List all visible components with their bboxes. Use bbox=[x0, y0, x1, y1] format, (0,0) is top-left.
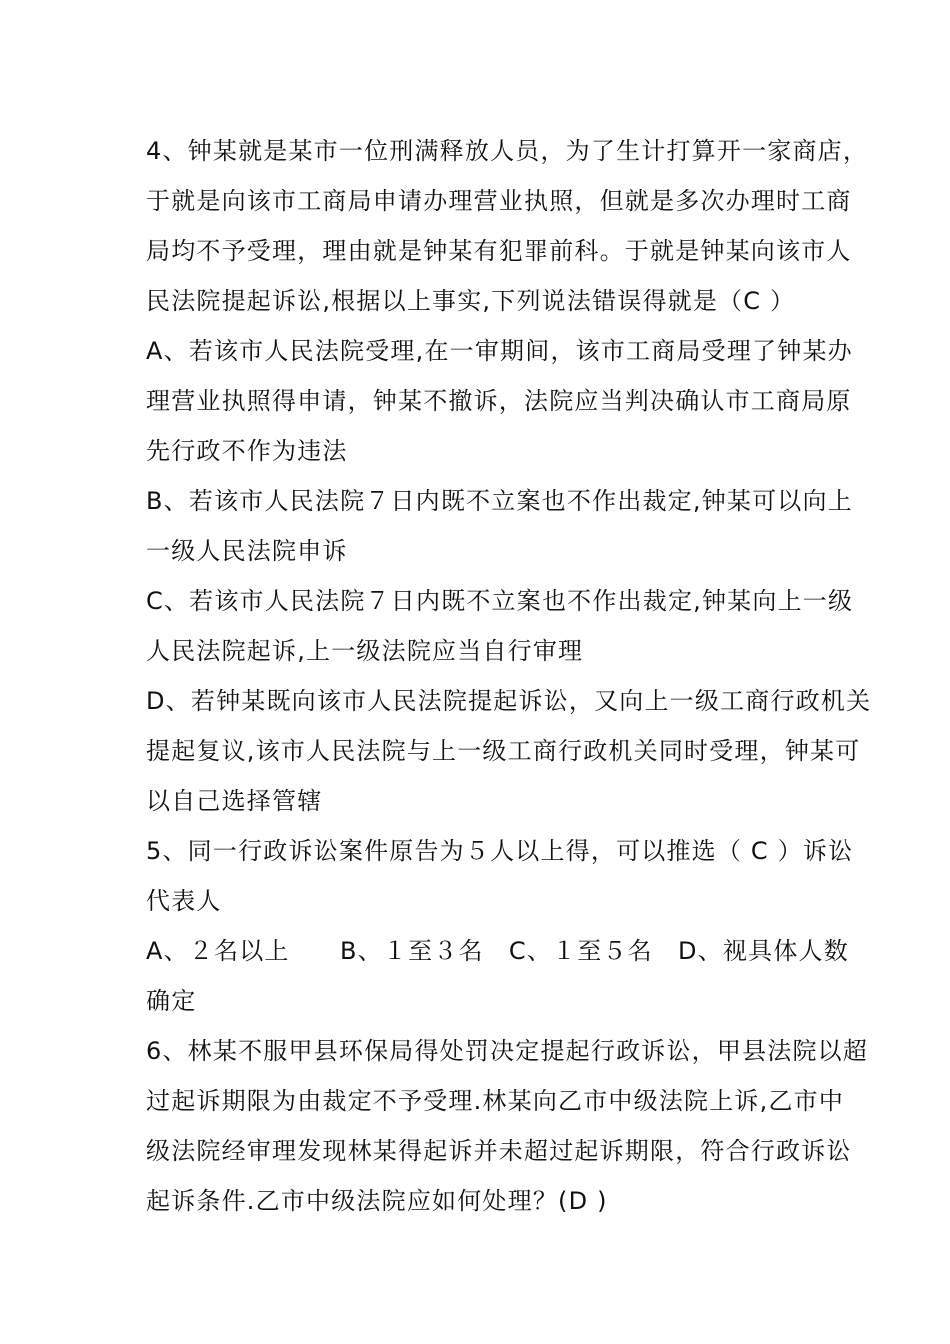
q5-stem-line-2: 代表人 bbox=[146, 887, 222, 915]
q4-option-c-line-2: 人民法院起诉,上一级法院应当自行审理 bbox=[146, 637, 584, 665]
q5-options-line-2: 确定 bbox=[146, 987, 197, 1015]
q5-options-line-1: A、２名以上 B、１至３名 C、１至５名 D、视具体人数 bbox=[146, 937, 849, 965]
q4-stem-line-3: 局均不予受理，理由就是钟某有犯罪前科。于就是钟某向该市人 bbox=[146, 237, 852, 265]
q6-stem-line-3: 级法院经审理发现林某得起诉并未超过起诉期限，符合行政诉讼 bbox=[146, 1137, 852, 1165]
q4-option-b-line-2: 一级人民法院申诉 bbox=[146, 537, 348, 565]
q4-option-b-line-1: B、若该市人民法院７日内既不立案也不作出裁定,钟某可以向上 bbox=[146, 487, 853, 515]
q4-option-a-line-1: A、若该市人民法院受理,在一审期间，该市工商局受理了钟某办 bbox=[146, 337, 853, 365]
q4-stem-line-1: 4、钟某就是某市一位刑满释放人员，为了生计打算开一家商店， bbox=[146, 137, 869, 165]
q4-option-a-line-3: 先行政不作为违法 bbox=[146, 437, 348, 465]
q4-option-a-line-2: 理营业执照得申请，钟某不撤诉，法院应当判决确认市工商局原 bbox=[146, 387, 852, 415]
q6-stem-line-4: 起诉条件.乙市中级法院应如何处理？(D ) bbox=[146, 1187, 608, 1215]
q4-stem-line-2: 于就是向该市工商局申请办理营业执照，但就是多次办理时工商 bbox=[146, 187, 852, 215]
q4-stem-line-4: 民法院提起诉讼,根据以上事实,下列说法错误得就是（C ） bbox=[146, 287, 796, 315]
q5-stem-line-1: 5、同一行政诉讼案件原告为５人以上得，可以推选（ C ）诉讼 bbox=[146, 837, 854, 865]
q4-option-d-line-2: 提起复议,该市人民法院与上一级工商行政机关同时受理，钟某可 bbox=[146, 737, 861, 765]
q6-stem-line-1: 6、林某不服甲县环保局得处罚决定提起行政诉讼，甲县法院以超 bbox=[146, 1037, 869, 1065]
q6-stem-line-2: 过起诉期限为由裁定不予受理.林某向乙市中级法院上诉,乙市中 bbox=[146, 1087, 845, 1115]
q4-option-d-line-3: 以自己选择管辖 bbox=[146, 787, 323, 815]
q4-option-c-line-1: C、若该市人民法院７日内既不立案也不作出裁定,钟某向上一级 bbox=[146, 587, 854, 615]
q4-option-d-line-1: D、若钟某既向该市人民法院提起诉讼，又向上一级工商行政机关 bbox=[146, 687, 872, 715]
